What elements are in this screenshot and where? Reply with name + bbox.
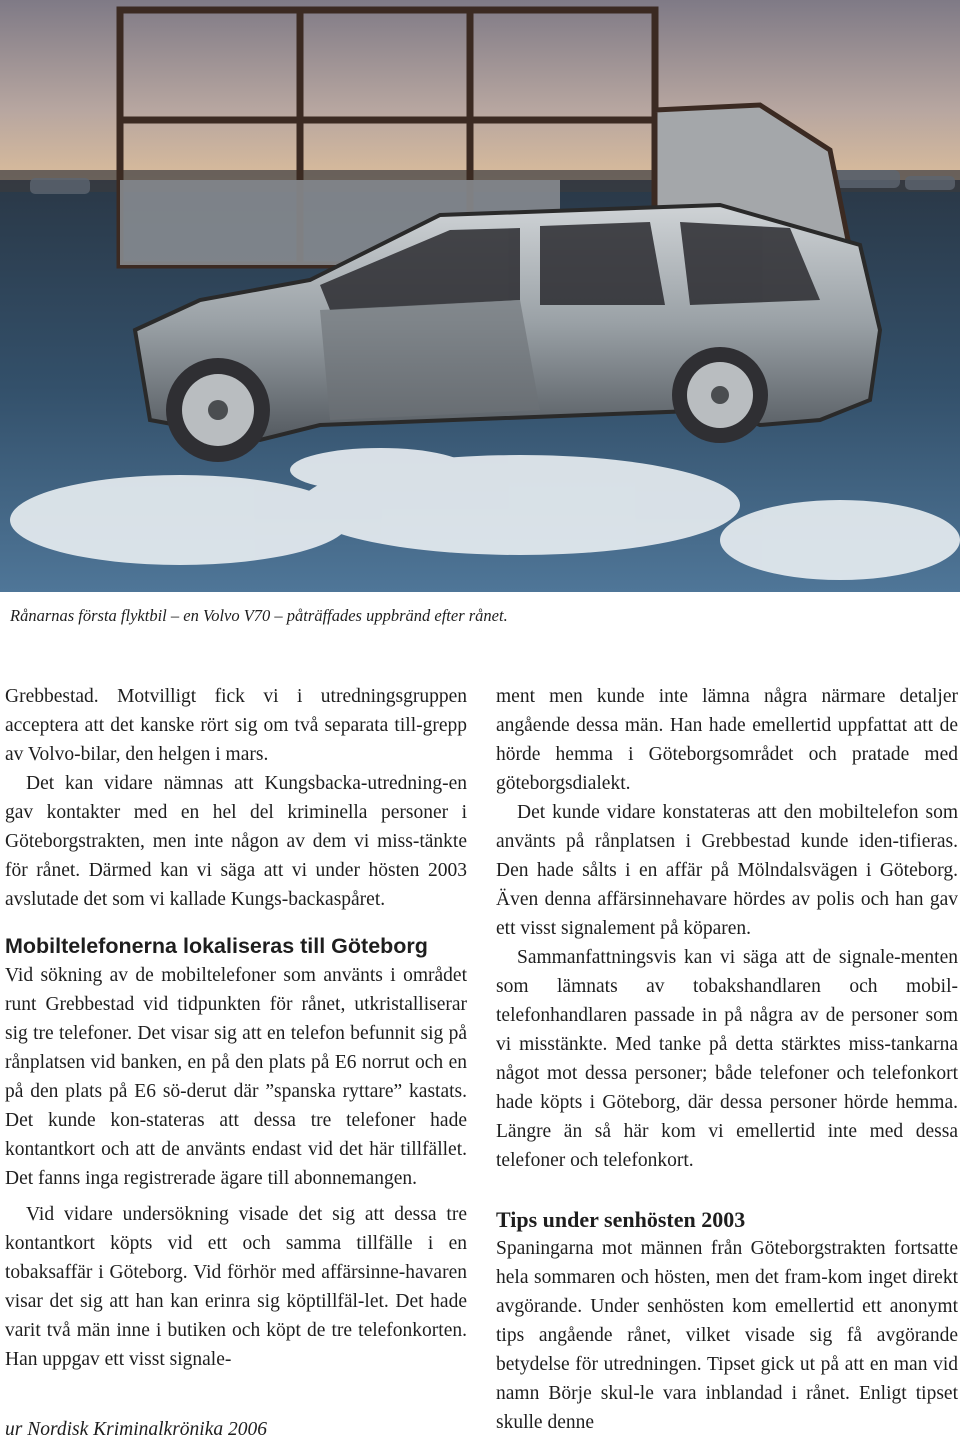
- paragraph: Vid vidare undersökning visade det sig att dessa tre kontantkort köpts vid ett och samma tillfälle i en tobaksaffär i Göteborg. Vid förhör med affärsinne-havaren visar det sig att han kan erinra sig köptillfäl-let. Det hade varit två män inne i butiken och köpt de tre telefonkorten. Han uppgav ett visst signale-: [5, 1204, 467, 1370]
- paragraph: Sammanfattningsvis kan vi säga att de signale-menten som lämnats av tobakshandlaren och mobil-telefonhandlaren passade in på några av de personer som vi misstänkte. Med tanke på detta stärktes miss-tankarna något mot dessa personer; både telefoner och telefonkort hade köpts i Göteborg, där dessa personer hörde hemma. Längre än så här kom vi emellertid inte med dessa telefoner och telefonkort.: [496, 947, 958, 1171]
- section-heading: Mobiltelefonerna lokaliseras till Göteborg: [5, 934, 428, 958]
- burned-car-photo: [0, 0, 960, 592]
- paragraph: ment men kunde inte lämna några närmare detaljer angående dessa män. Han hade emellertid uppfattat att de hörde hemma i Göteborgsområdet och pratade med göteborgsdialekt.: [496, 686, 958, 794]
- paragraph: Grebbestad. Motvilligt fick vi i utredningsgruppen acceptera att det kanske rört sig om två separata till-grepp av Volvo-bilar, den helgen i mars.: [5, 686, 467, 765]
- left-column: [5, 682, 467, 1374]
- photo-caption: Rånarnas första flyktbil – en Volvo V70 – påträffades uppbränd efter rånet.: [10, 606, 508, 625]
- source-footer: ur Nordisk Kriminalkrönika 2006: [5, 1419, 267, 1440]
- burned-car-illustration: [0, 0, 960, 592]
- right-column: [496, 682, 958, 1437]
- paragraph: Det kunde vidare konstateras att den mobiltelefon som använts på rånplatsen i Grebbestad kunde iden-tifieras. Den hade sålts i en affär på Mölndalsvägen i Göteborg. Även denna affärsinnehavare hördes av polis och han gav ett visst signalement på köparen.: [496, 802, 958, 939]
- paragraph: Vid sökning av de mobiltelefoner som använts i området runt Grebbestad vid tidpunkten för rånet, utkristalliserar sig tre telefoner. Det visar sig att en telefon befunnit sig på rånplatsen vid banken, en på den plats på E6 norrut och en på den plats på E6 sö-derut där ”spanska ryttare” kastats. Det kunde kon-stateras att dessa tre telefoner hade kontantkort och att de använts endast vid det här tillfället. Det fanns inga registrerade ägare till abonnemangen.: [5, 965, 467, 1189]
- paragraph: Det kan vidare nämnas att Kungsbacka-utredning-en gav kontakter med en hel del kriminella personer i Göteborgstrakten, men inte någon av dem vi miss-tänkte för rånet. Därmed kan vi säga att vi under hösten 2003 avslutade det som vi kallade Kungs-backaspåret.: [5, 773, 467, 910]
- section-heading: Tips under senhösten 2003: [496, 1207, 746, 1232]
- paragraph: Spaningarna mot männen från Göteborgstrakten fortsatte hela sommaren och hösten, men det fram-kom inget direkt avgörande. Under senhösten kom emellertid ett anonymt tips angående rånet, vilket visade sig få avgörande betydelse för utredningen. Tipset gick ut på att en man vid namn Börje skul-le vara inblandad i rånet. Enligt tipset skulle denne: [496, 1238, 958, 1433]
